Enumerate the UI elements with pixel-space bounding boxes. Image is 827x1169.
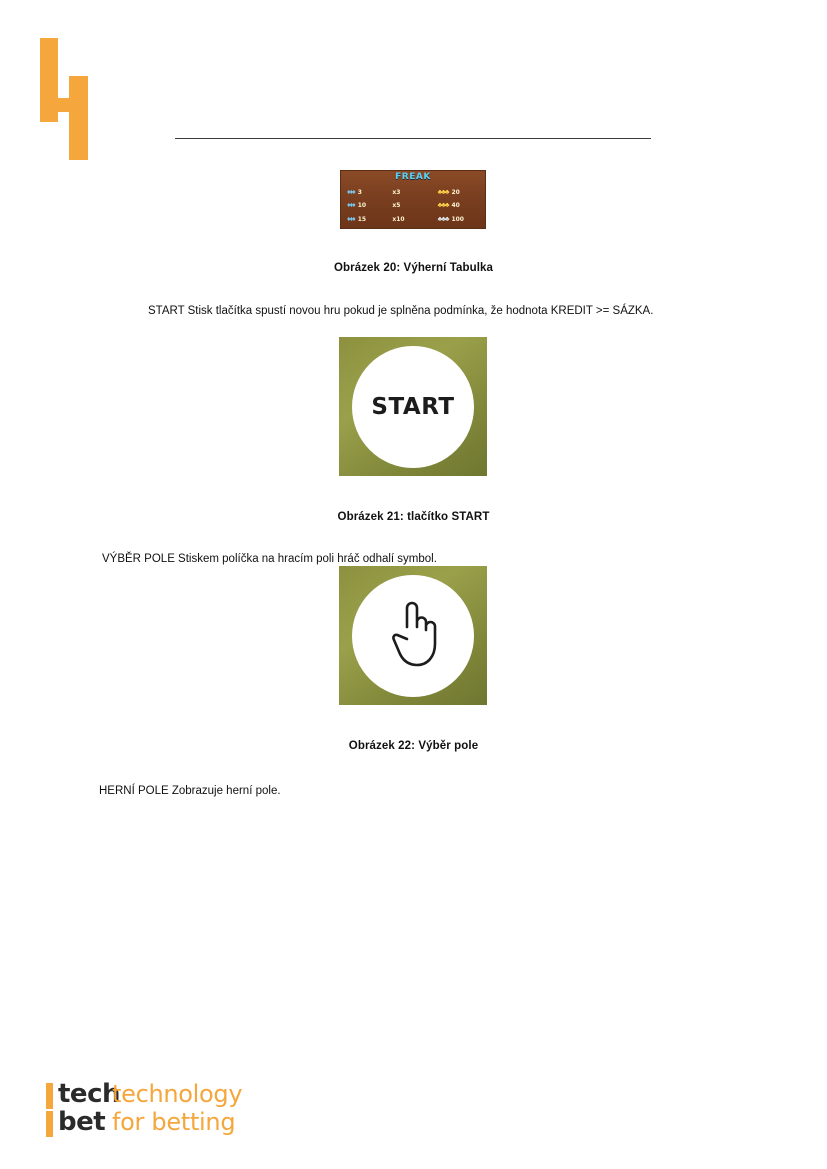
paytable-cell — [390, 186, 435, 199]
paytable-value: 100 — [451, 215, 464, 223]
paragraph-start: START Stisk tlačítka spustí novou hru pokud je splněna podmínka, že hodnota KREDIT >= SÁZKA. — [148, 305, 654, 317]
paytable-symbol-icon: ♣♣♣ — [437, 202, 449, 210]
header-logo-icon — [40, 38, 112, 160]
paytable-symbol-icon: ♣♣♣ — [437, 215, 449, 223]
footer-logo — [46, 1077, 346, 1139]
footer-word-for-betting: for betting — [112, 1108, 236, 1136]
figure-21-caption-block — [0, 511, 827, 523]
paytable-cell — [436, 186, 481, 199]
footer-word-technology: technology — [112, 1080, 243, 1108]
logo-bar-left — [40, 38, 58, 122]
footer-logo-bar-bottom — [46, 1111, 53, 1137]
paytable-multiplier: x10 — [392, 215, 405, 223]
pointing-hand-circle — [352, 575, 474, 697]
footer-word-tech: tech — [58, 1079, 120, 1109]
paytable-value: 20 — [451, 189, 460, 197]
footer-logo-bar-top — [46, 1083, 53, 1109]
paytable-cell — [345, 199, 390, 212]
start-button-label: START — [371, 393, 455, 420]
paytable-symbol-icon: ♦♦♦ — [347, 215, 355, 223]
paytable-cell — [390, 199, 435, 212]
paytable-value: 40 — [451, 202, 460, 210]
paytable-cell — [390, 213, 435, 226]
pointing-hand-icon — [385, 597, 441, 674]
paytable-cell — [436, 213, 481, 226]
figure-caption: Obrázek 22: Výběr pole — [348, 740, 479, 752]
paytable-symbol-icon: ♣♣♣ — [437, 189, 449, 197]
paytable-title: FREAK — [395, 172, 431, 182]
figure-20-caption-block — [0, 262, 827, 274]
header-divider — [175, 138, 651, 139]
paytable-grid — [345, 186, 481, 226]
start-button-image — [339, 337, 487, 476]
figure-caption: Obrázek 20: Výherní Tabulka — [333, 262, 494, 274]
paytable-image — [340, 170, 486, 229]
figure-22-caption-block — [0, 740, 827, 752]
paytable-value: 15 — [357, 215, 367, 223]
paytable-cell — [345, 213, 390, 226]
start-button-circle — [352, 346, 474, 468]
paytable-symbol-icon: ♦♦♦ — [347, 189, 355, 197]
paragraph-vyber-pole: VÝBĚR POLE Stiskem políčka na hracím poli hráč odhalí symbol. — [102, 553, 437, 565]
paytable-cell — [436, 199, 481, 212]
paytable-cell — [345, 186, 390, 199]
paytable-value: 3 — [357, 189, 362, 197]
logo-bar-right — [69, 76, 88, 160]
paytable-symbol-icon: ♦♦♦ — [347, 202, 355, 210]
pointing-hand-image — [339, 566, 487, 705]
figure-caption: Obrázek 21: tlačítko START — [337, 511, 490, 523]
paytable-multiplier: x3 — [392, 189, 401, 197]
paragraph-herni-pole: HERNÍ POLE Zobrazuje herní pole. — [99, 785, 281, 797]
paytable-multiplier: x5 — [392, 202, 401, 210]
footer-word-bet: bet — [58, 1107, 106, 1137]
paytable-value: 10 — [357, 202, 367, 210]
